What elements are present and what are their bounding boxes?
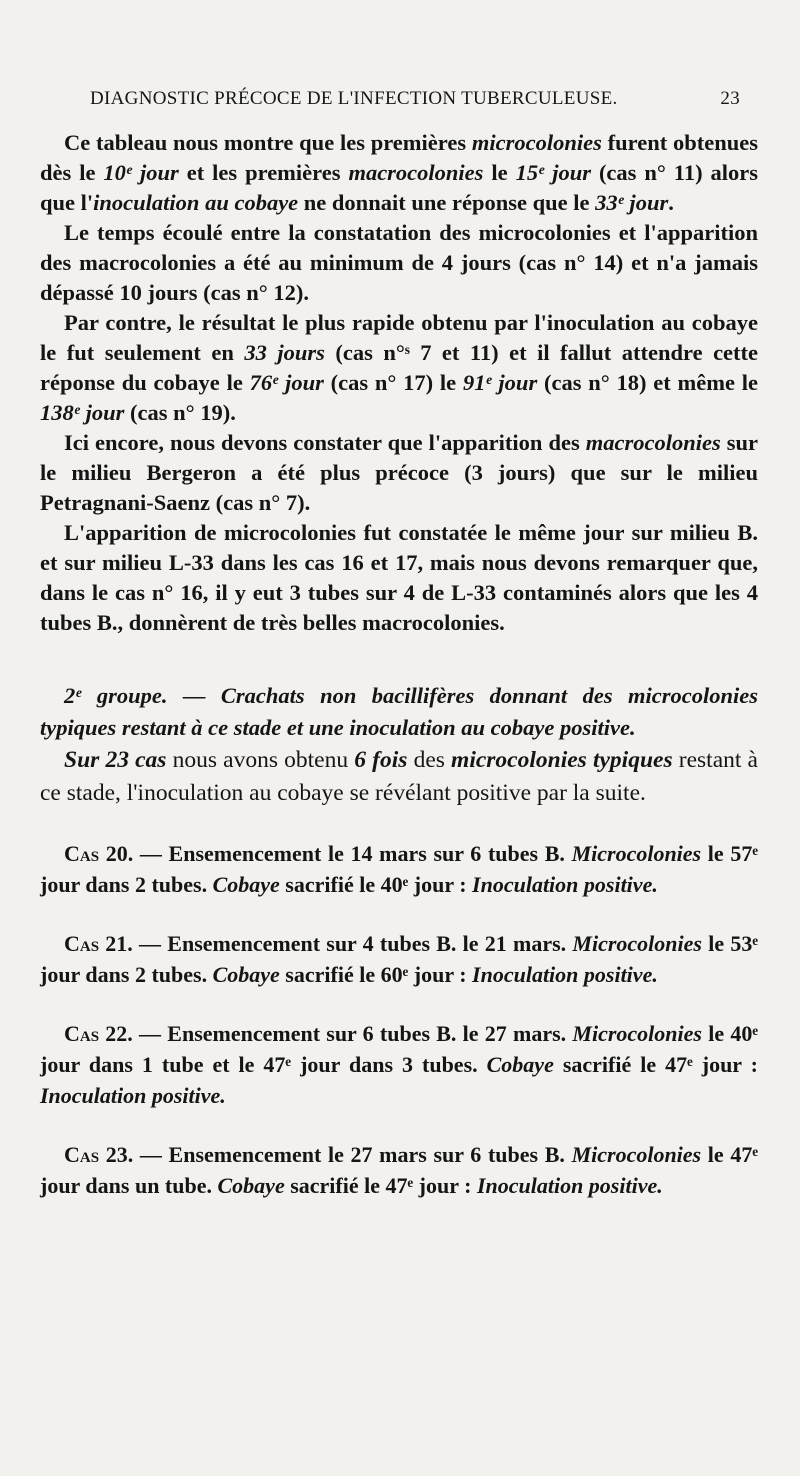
text-run: sur le milieu Bergeron a été plus précoce (3 jours) que sur le milieu Petragnani-Saenz (cas n° 7). (40, 430, 758, 515)
italic-term: Microcolonies (572, 931, 702, 956)
case-label: Cas 23. (64, 1142, 134, 1167)
case-text (40, 838, 758, 900)
text-run: sacrifié le 47ᵉ jour : (284, 1173, 477, 1198)
group-heading-text (40, 680, 758, 744)
case-result: Inoculation positive. (40, 1083, 226, 1108)
case-result: Inoculation positive. (472, 962, 658, 987)
text-run: nous avons obtenu (166, 747, 355, 773)
page-number: 23 (720, 88, 740, 109)
text-run: Ici encore, nous devons constater que l'apparition des (64, 430, 586, 455)
case-label: Cas 21. (64, 931, 133, 956)
italic-term: Microcolonies (571, 841, 702, 866)
group-title: Crachats non bacillifères donnant des microcolonies typiques restant à ce stade et une inoculation au cobaye positive. (40, 683, 759, 740)
paragraph-1 (40, 128, 758, 218)
text-run: le (483, 160, 516, 185)
text-run: et les premières (178, 160, 349, 185)
running-title: DIAGNOSTIC PRÉCOCE DE L'INFECTION TUBERCULEUSE. (90, 88, 618, 109)
case-label: Cas 22. (64, 1021, 133, 1046)
running-header (90, 88, 740, 110)
text-run: — Ensemencement sur 6 tubes B. le 27 mars. (132, 1021, 573, 1046)
case-result: Inoculation positive. (472, 872, 658, 897)
italic-term: Cobaye (217, 1173, 285, 1198)
text-run: — Ensemencement sur 4 tubes B. le 21 mars. (132, 931, 573, 956)
text-run: des (407, 747, 452, 773)
group-heading (40, 680, 758, 744)
case-text (40, 928, 758, 990)
text-run: le 47ᵉ jour dans un tube. (40, 1142, 759, 1198)
case-result: Inoculation positive. (476, 1173, 663, 1198)
text-run: (cas n°ˢ 7 et 11) et il fallut attendre cette réponse du cobaye le (40, 340, 759, 395)
text-run: — Ensemencement le 14 mars sur 6 tubes B. (133, 841, 572, 866)
group-intro (40, 744, 758, 810)
text-run: sacrifié le 60ᵉ jour : (279, 962, 473, 987)
italic-term: 33ᵉ jour (595, 190, 669, 215)
italic-term: 76ᵉ jour (249, 370, 324, 395)
text-run: sacrifié le 47ᵉ jour : (553, 1052, 758, 1077)
paragraph-4 (40, 428, 758, 518)
text-run: (cas n° 19). (124, 400, 236, 425)
text-run: le 53ᵉ jour dans 2 tubes. (40, 931, 759, 987)
case-22 (40, 1018, 758, 1111)
text-run: Par contre, le résultat le plus rapide obtenu par l'inoculation au cobaye le fut seulement en (40, 310, 758, 365)
italic-term: 91ᵉ jour (462, 370, 538, 395)
case-23 (40, 1139, 758, 1201)
case-label: Cas 20. (64, 841, 134, 866)
italic-term: 33 jours (244, 340, 325, 365)
italic-term: 10ᵉ jour (103, 160, 179, 185)
text-run: (cas n° 18) et même le (537, 370, 758, 395)
text-run: — Ensemencement le 27 mars sur 6 tubes B. (133, 1142, 572, 1167)
italic-term: Cobaye (212, 962, 280, 987)
text-run: . (668, 190, 674, 215)
text-run: le 57ᵉ jour dans 2 tubes. (40, 841, 759, 897)
italic-term: Microcolonies (571, 1142, 702, 1167)
italic-term: 6 fois (354, 747, 408, 773)
group-dash: — (167, 683, 221, 708)
text-run: restant à ce stade, l'inoculation au cobaye se révélant positive par la suite. (40, 747, 758, 806)
italic-term: 15ᵉ jour (515, 160, 591, 185)
italic-term: Cobaye (212, 872, 280, 897)
case-text (40, 1018, 758, 1111)
italic-term: Microcolonies (572, 1021, 702, 1046)
text-run: (cas n° 11) alors que l' (40, 160, 758, 215)
text-run: ne donnait une réponse que le (298, 190, 596, 215)
text-run: sacrifié le 40ᵉ jour : (279, 872, 473, 897)
text-run: le 40ᵉ jour dans 1 tube et le 47ᵉ jour dans 3 tubes. (40, 1021, 759, 1077)
paragraph-3 (40, 308, 758, 428)
italic-term: macrocolonies (585, 430, 721, 455)
group-label: groupe. (96, 683, 168, 708)
case-text (40, 1139, 758, 1201)
italic-term: Sur 23 cas (64, 747, 167, 773)
page-body (40, 128, 758, 1201)
text-run: furent obtenues dès le (40, 130, 759, 185)
paragraph-5: L'apparition de microcolonies fut constatée le même jour sur milieu B. et sur milieu L-33 dans les cas 16 et 17, mais nous devons remarquer que, dans le cas n° 16, il y eut 3 tubes sur 4 de L-33 contaminés alors que les 4 tubes B., donnèrent de très belles macrocolonies. (40, 520, 758, 635)
paragraph-2: Le temps écoulé entre la constatation des microcolonies et l'apparition des macrocolonies a été au minimum de 4 jours (cas n° 14) et n'a jamais dépassé 10 jours (cas n° 12). (40, 220, 758, 305)
italic-term: microcolonies (471, 130, 602, 155)
italic-term: microcolonies typiques (451, 747, 673, 773)
italic-term: Cobaye (486, 1052, 554, 1077)
italic-term: macrocolonies (348, 160, 484, 185)
text-run: (cas n° 17) le (323, 370, 463, 395)
case-20 (40, 838, 758, 900)
case-21 (40, 928, 758, 990)
text-run: Ce tableau nous montre que les premières (64, 130, 472, 155)
group-number: 2ᵉ (64, 683, 82, 708)
italic-term: inoculation au cobaye (93, 190, 299, 215)
italic-term: 138ᵉ jour (40, 400, 125, 425)
group-intro-text (40, 744, 758, 810)
